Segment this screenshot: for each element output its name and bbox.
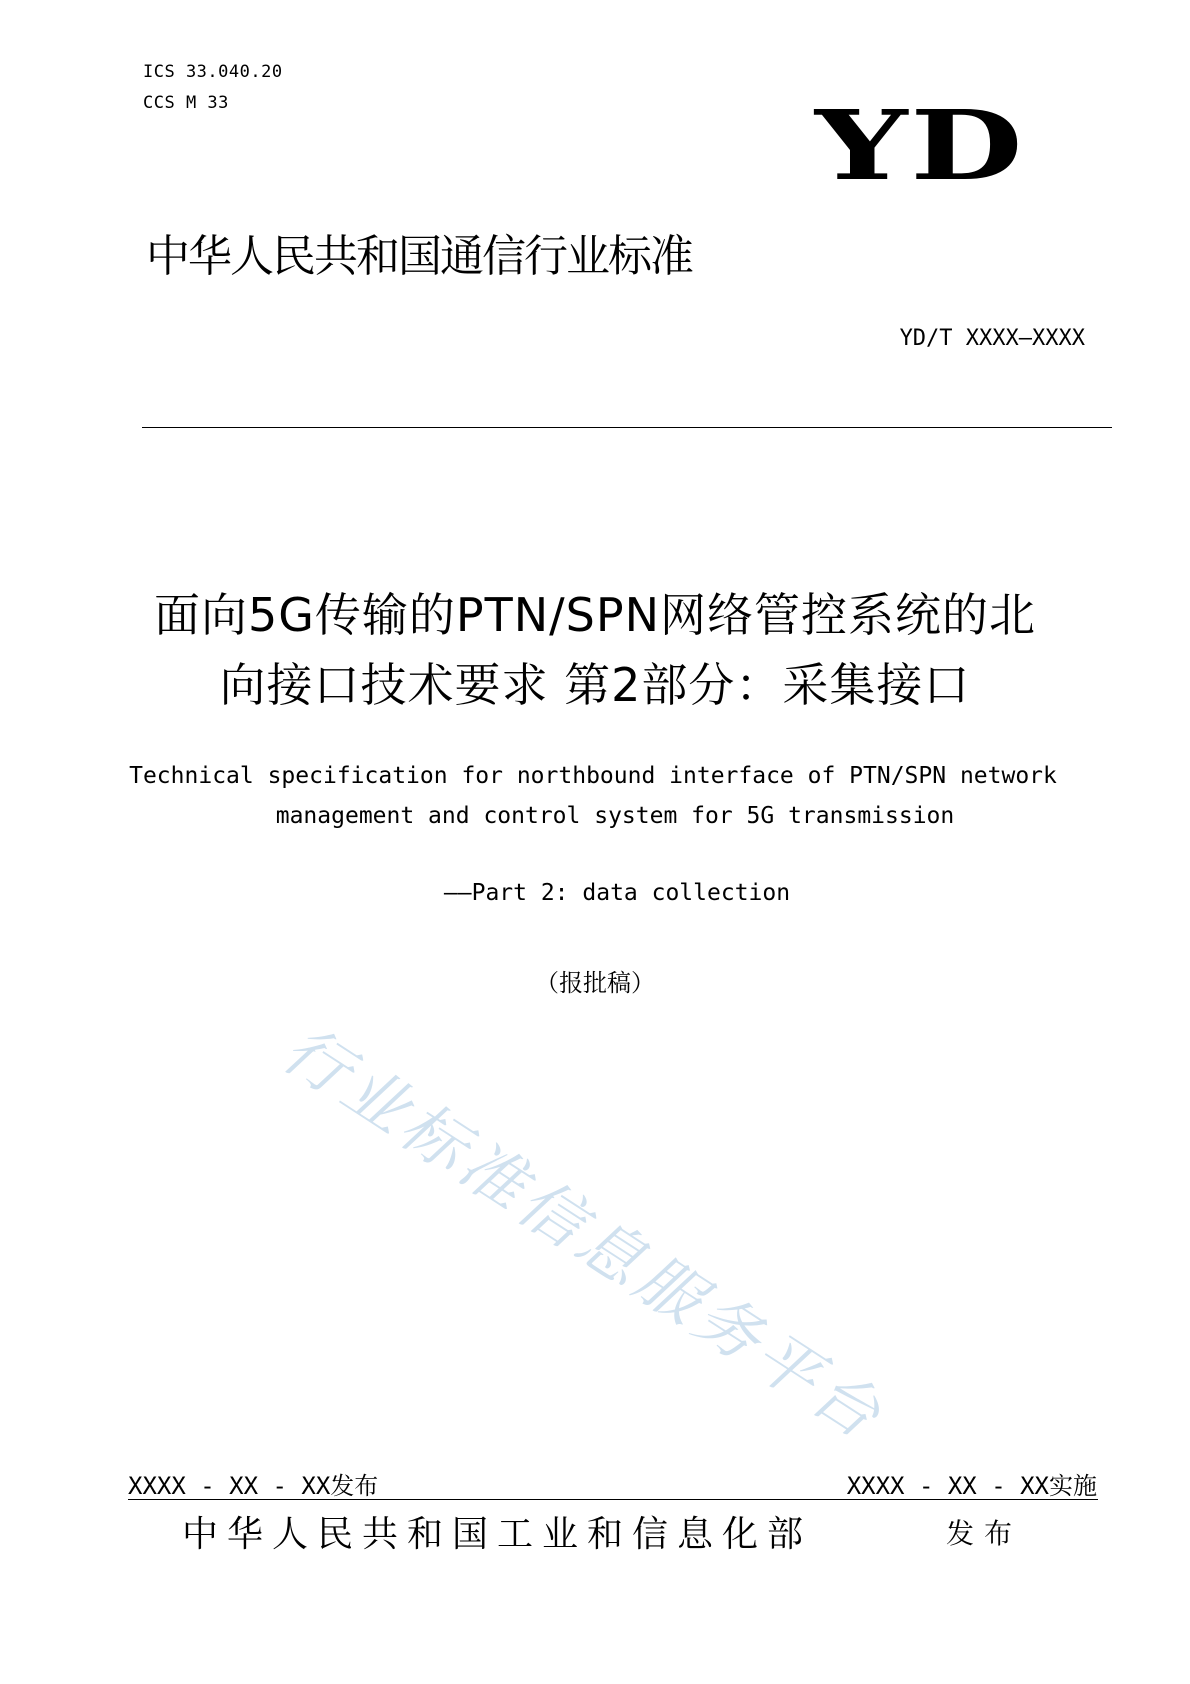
watermark: 行业标准信息服务平台 [269,1012,897,1456]
english-title-part: ——Part 2: data collection [443,880,791,906]
footer-divider [128,1499,1098,1500]
yd-logo: YD [815,89,1026,202]
draft-status: （报批稿） [535,969,655,997]
issuing-authority-suffix: 发布 [946,1517,1023,1550]
english-title-line-2: management and control system for 5G transmission [275,803,955,829]
chinese-title-line-2: 向接口技术要求 第2部分：采集接口 [219,658,971,712]
standard-number: YD/T XXXX—XXXX [899,326,1085,351]
issuing-authority: 中华人民共和国工业和信息化部 [182,1514,813,1555]
english-title-line-1: Technical specification for northbound interface of PTN/SPN network [129,763,1057,789]
ccs-code: CCS M 33 [143,93,229,113]
ics-code: ICS 33.040.20 [143,62,283,82]
chinese-title-line-1: 面向5G传输的PTN/SPN网络管控系统的北 [153,588,1036,642]
implementation-date: XXXX - XX - XX实施 [846,1472,1097,1500]
standard-category-title: 中华人民共和国通信行业标准 [146,231,692,282]
publish-date: XXXX - XX - XX发布 [128,1472,379,1500]
header-divider [142,427,1112,428]
